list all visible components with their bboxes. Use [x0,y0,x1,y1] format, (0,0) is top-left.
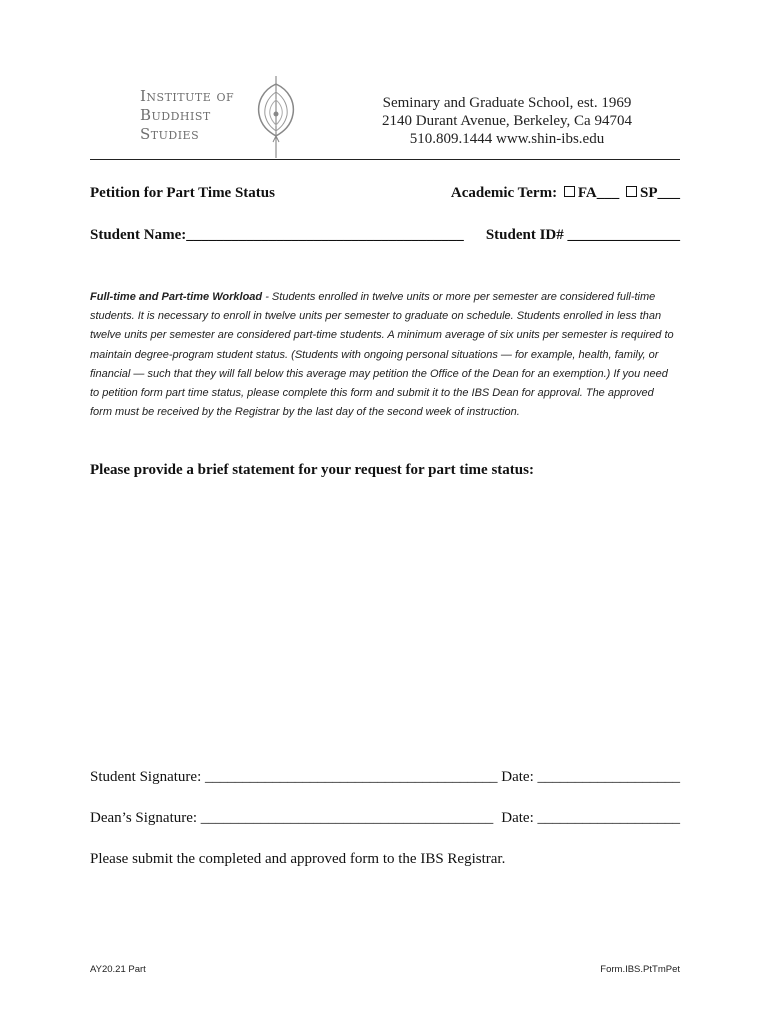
logo-line-2: Buddhist [140,106,211,124]
address-line-2: 2140 Durant Avenue, Berkeley, Ca 94704 [382,113,632,129]
address-line-3: 510.809.1444 www.shin-ibs.edu [409,131,605,147]
academic-term [451,185,680,202]
footer-left: AY20.21 Part [90,964,146,975]
submit-note: Please submit the completed and approved form to the IBS Registrar. [90,851,506,867]
header-divider [90,159,680,160]
student-signature-field[interactable]: Student Signature: _______________________________________ [90,769,498,785]
logo-line-1: Institute of [140,87,235,105]
title-row [90,185,680,205]
student-info-row [90,227,680,247]
fa-checkbox[interactable] [564,186,575,197]
logo-line-3: Studies [140,125,200,143]
dean-date-field[interactable]: Date: ___________________ [501,810,680,826]
workload-text: - Students enrolled in twelve units or more per semester are considered full-time students. It is necessary to enroll in twelve units per semester to graduate on schedule. Students enrolled in less than twelve units per semester are considered part-time students. A minimum average of six units per semester is required to maintain degree-program student status. (Students with ongoing personal situations — for example, health, family, or financial — such that they will fall below this average may petition the Office of the Dean for an exemption.) If you need to petition form part time status, please complete this form and submit it to the IBS Dean for approval. The approved form must be received by the Registrar by the last day of the second week of instruction. [90,291,674,419]
address-line-1: Seminary and Graduate School, est. 1969 [382,95,632,111]
sp-term-field[interactable]: SP___ [639,185,680,201]
student-id-field[interactable]: Student ID# _______________ [485,227,680,243]
student-date-field[interactable]: Date: ___________________ [501,769,680,785]
institute-logo-text [140,87,234,144]
dean-signature-field[interactable]: Dean’s Signature: _______________________________________ [90,810,494,826]
fa-term-field[interactable]: FA___ [577,185,620,201]
school-address [357,94,657,148]
student-name-field[interactable]: Student Name:_____________________________________ [90,227,464,243]
sp-checkbox[interactable] [626,186,637,197]
workload-heading: Full-time and Part-time Workload [90,291,263,303]
footer-right: Form.IBS.PtTmPet [600,964,680,975]
form-title: Petition for Part Time Status [90,185,275,201]
statement-prompt: Please provide a brief statement for your request for part time status: [90,462,534,478]
dean-signature-row [90,810,680,830]
bodhi-leaf-logo-icon [253,74,299,160]
academic-term-label: Academic Term: [450,185,558,201]
workload-paragraph [90,288,675,422]
statement-area[interactable] [90,490,680,760]
student-signature-row [90,769,680,789]
